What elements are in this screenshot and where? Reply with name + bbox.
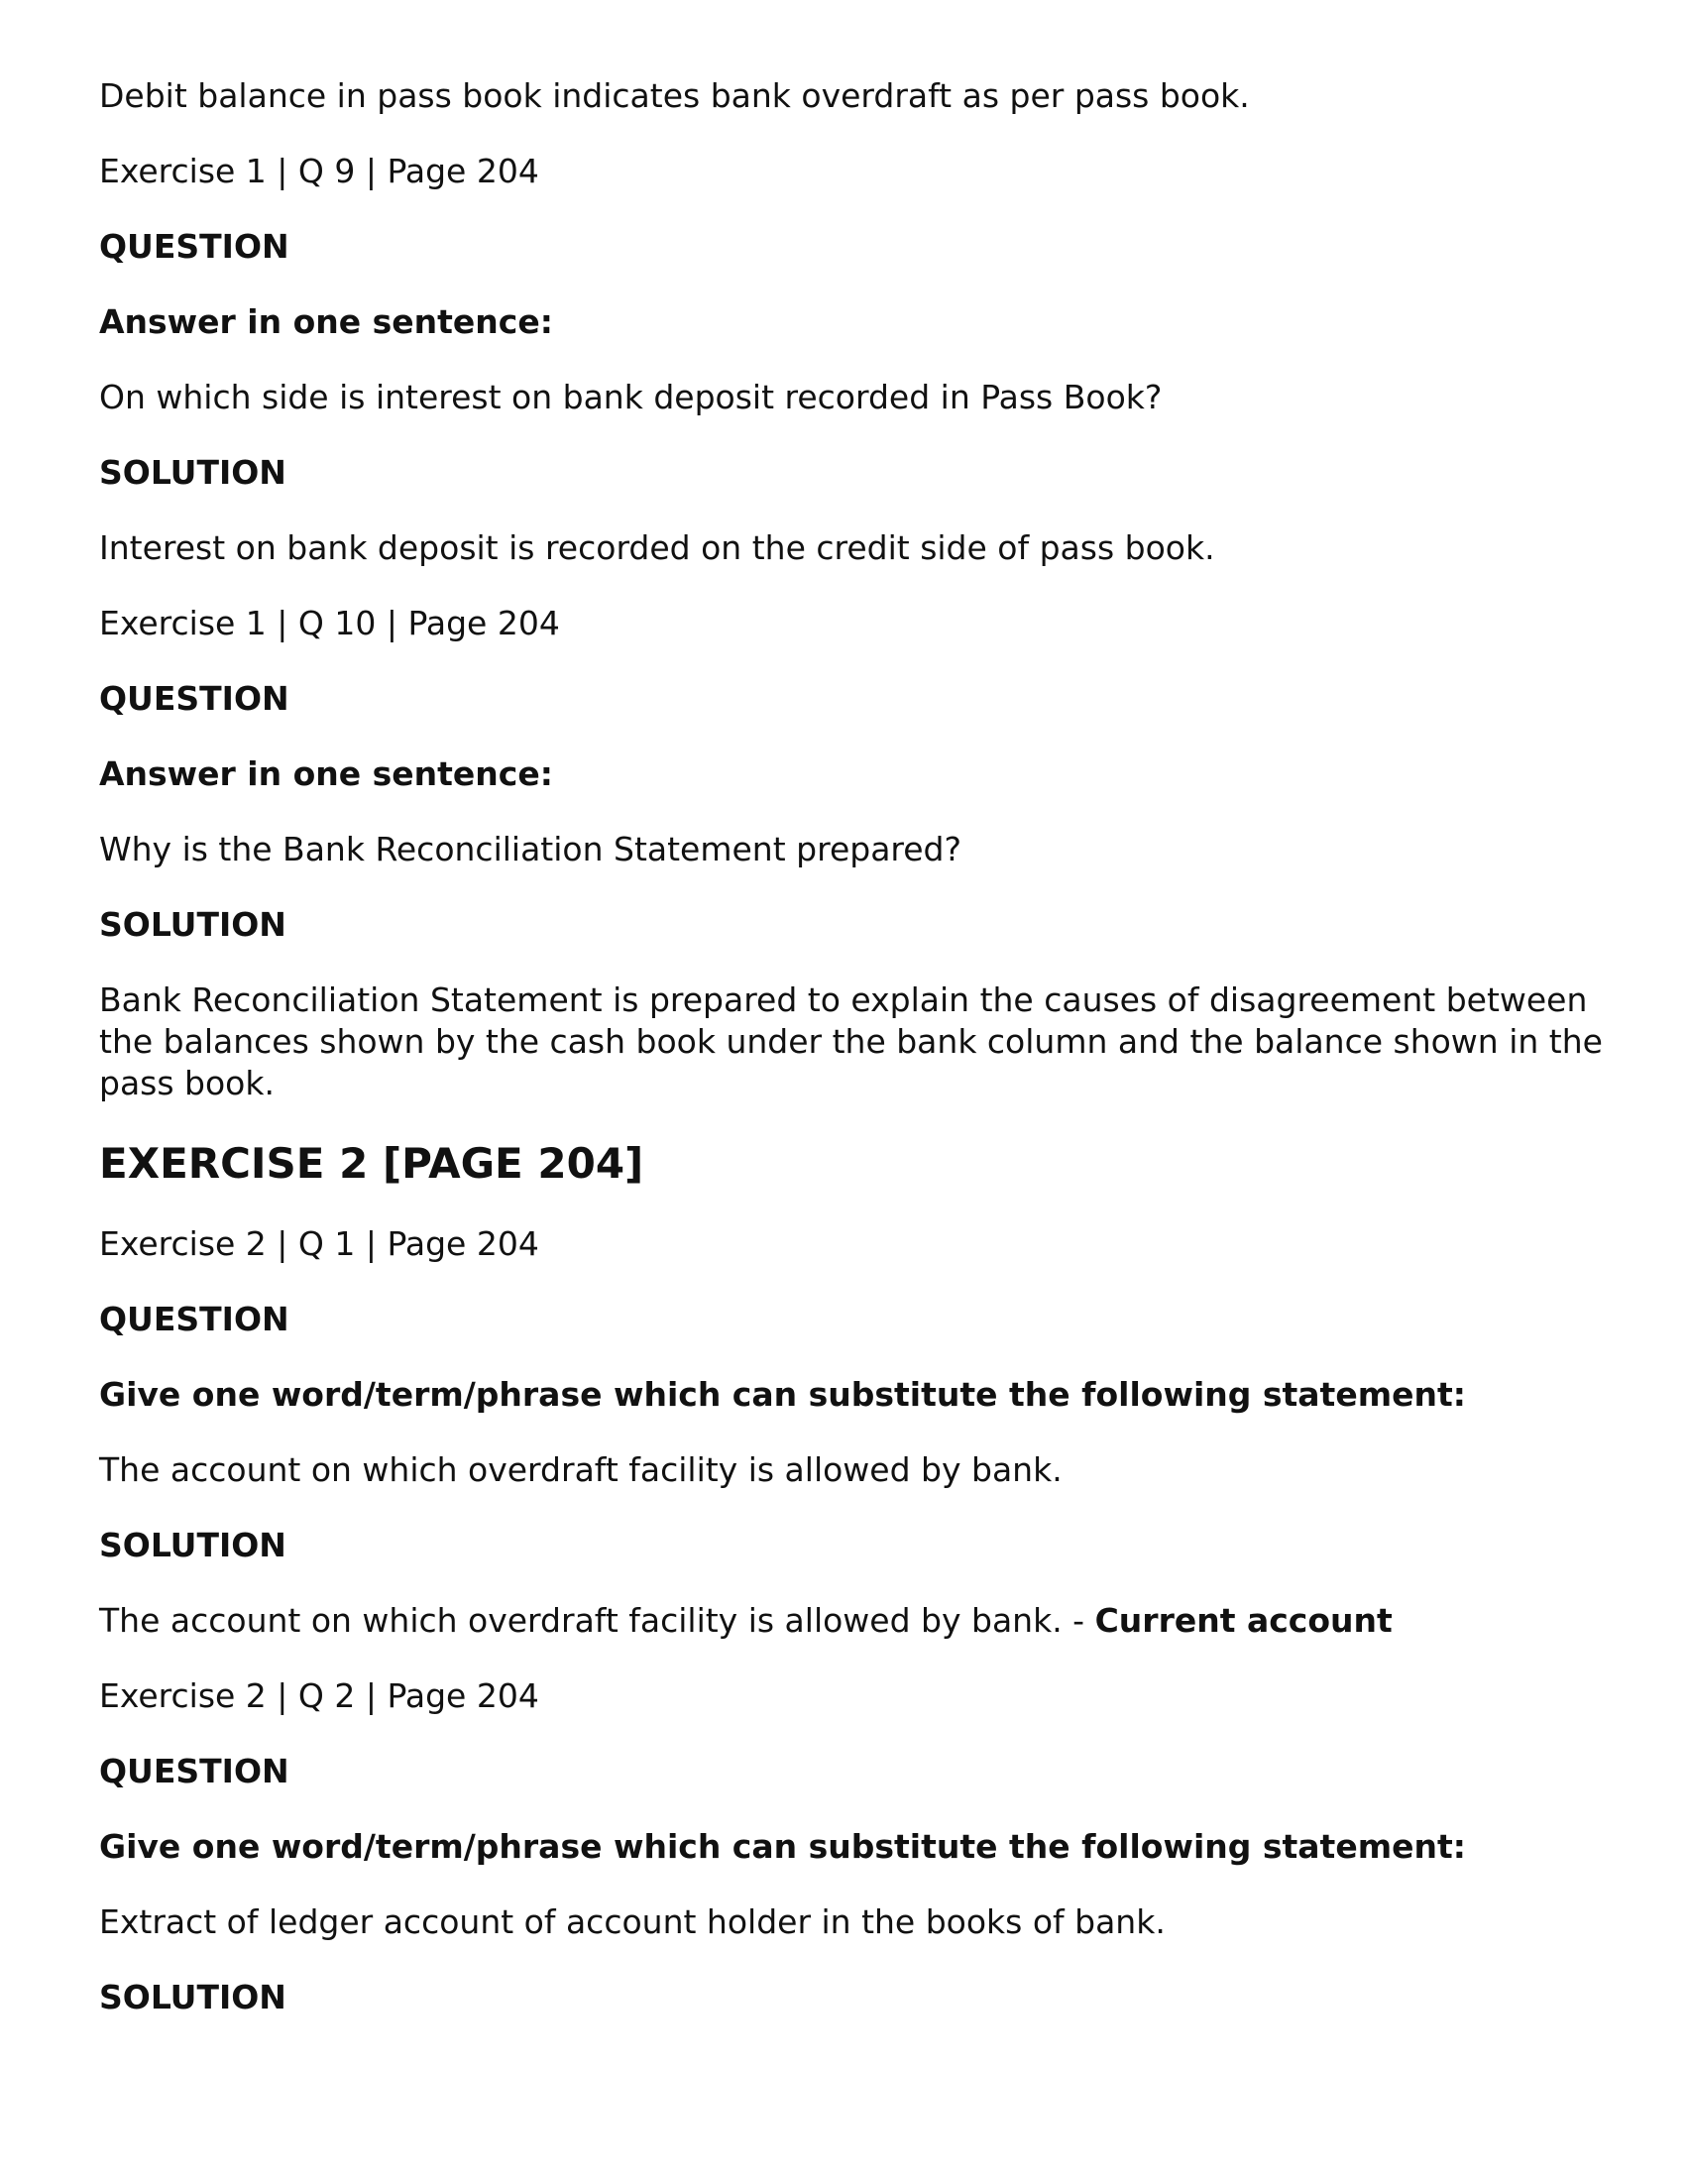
section-heading: EXERCISE 2 [PAGE 204] — [99, 1139, 644, 1188]
question-text: On which side is interest on bank deposit recorded in Pass Book? — [99, 378, 1163, 416]
solution-answer: Current account — [1094, 1601, 1393, 1640]
exercise-reference: Exercise 2 | Q 1 | Page 204 — [99, 1224, 539, 1263]
exercise-reference: Exercise 2 | Q 2 | Page 204 — [99, 1676, 539, 1715]
instruction-text: Give one word/term/phrase which can substitute the following statement: — [99, 1375, 1466, 1414]
question-text: Extract of ledger account of account holder in the books of bank. — [99, 1902, 1166, 1941]
solution-heading: SOLUTION — [99, 905, 286, 944]
answer-text: Debit balance in pass book indicates bank overdraft as per pass book. — [99, 76, 1250, 115]
question-text: The account on which overdraft facility is allowed by bank. — [99, 1450, 1063, 1489]
question-text: Why is the Bank Reconciliation Statement prepared? — [99, 830, 962, 868]
solution-text: Interest on bank deposit is recorded on the credit side of pass book. — [99, 528, 1215, 567]
question-heading: QUESTION — [99, 679, 289, 718]
instruction-text: Answer in one sentence: — [99, 302, 553, 341]
solution-heading: SOLUTION — [99, 1978, 286, 2016]
question-heading: QUESTION — [99, 1752, 289, 1790]
solution-heading: SOLUTION — [99, 453, 286, 492]
question-heading: QUESTION — [99, 1300, 289, 1338]
exercise-reference: Exercise 1 | Q 10 | Page 204 — [99, 604, 560, 642]
solution-prefix: The account on which overdraft facility is allowed by bank. - — [99, 1601, 1095, 1640]
solution-heading: SOLUTION — [99, 1526, 286, 1564]
solution-text — [99, 1600, 1606, 1642]
exercise-reference: Exercise 1 | Q 9 | Page 204 — [99, 152, 539, 190]
instruction-text: Give one word/term/phrase which can substitute the following statement: — [99, 1827, 1466, 1866]
question-heading: QUESTION — [99, 227, 289, 266]
instruction-text: Answer in one sentence: — [99, 754, 553, 793]
solution-text: Bank Reconciliation Statement is prepared to explain the causes of disagreement between the balances shown by the cash book under the bank column and the balance shown in the pass book. — [99, 980, 1614, 1102]
document-page — [99, 75, 1614, 2052]
